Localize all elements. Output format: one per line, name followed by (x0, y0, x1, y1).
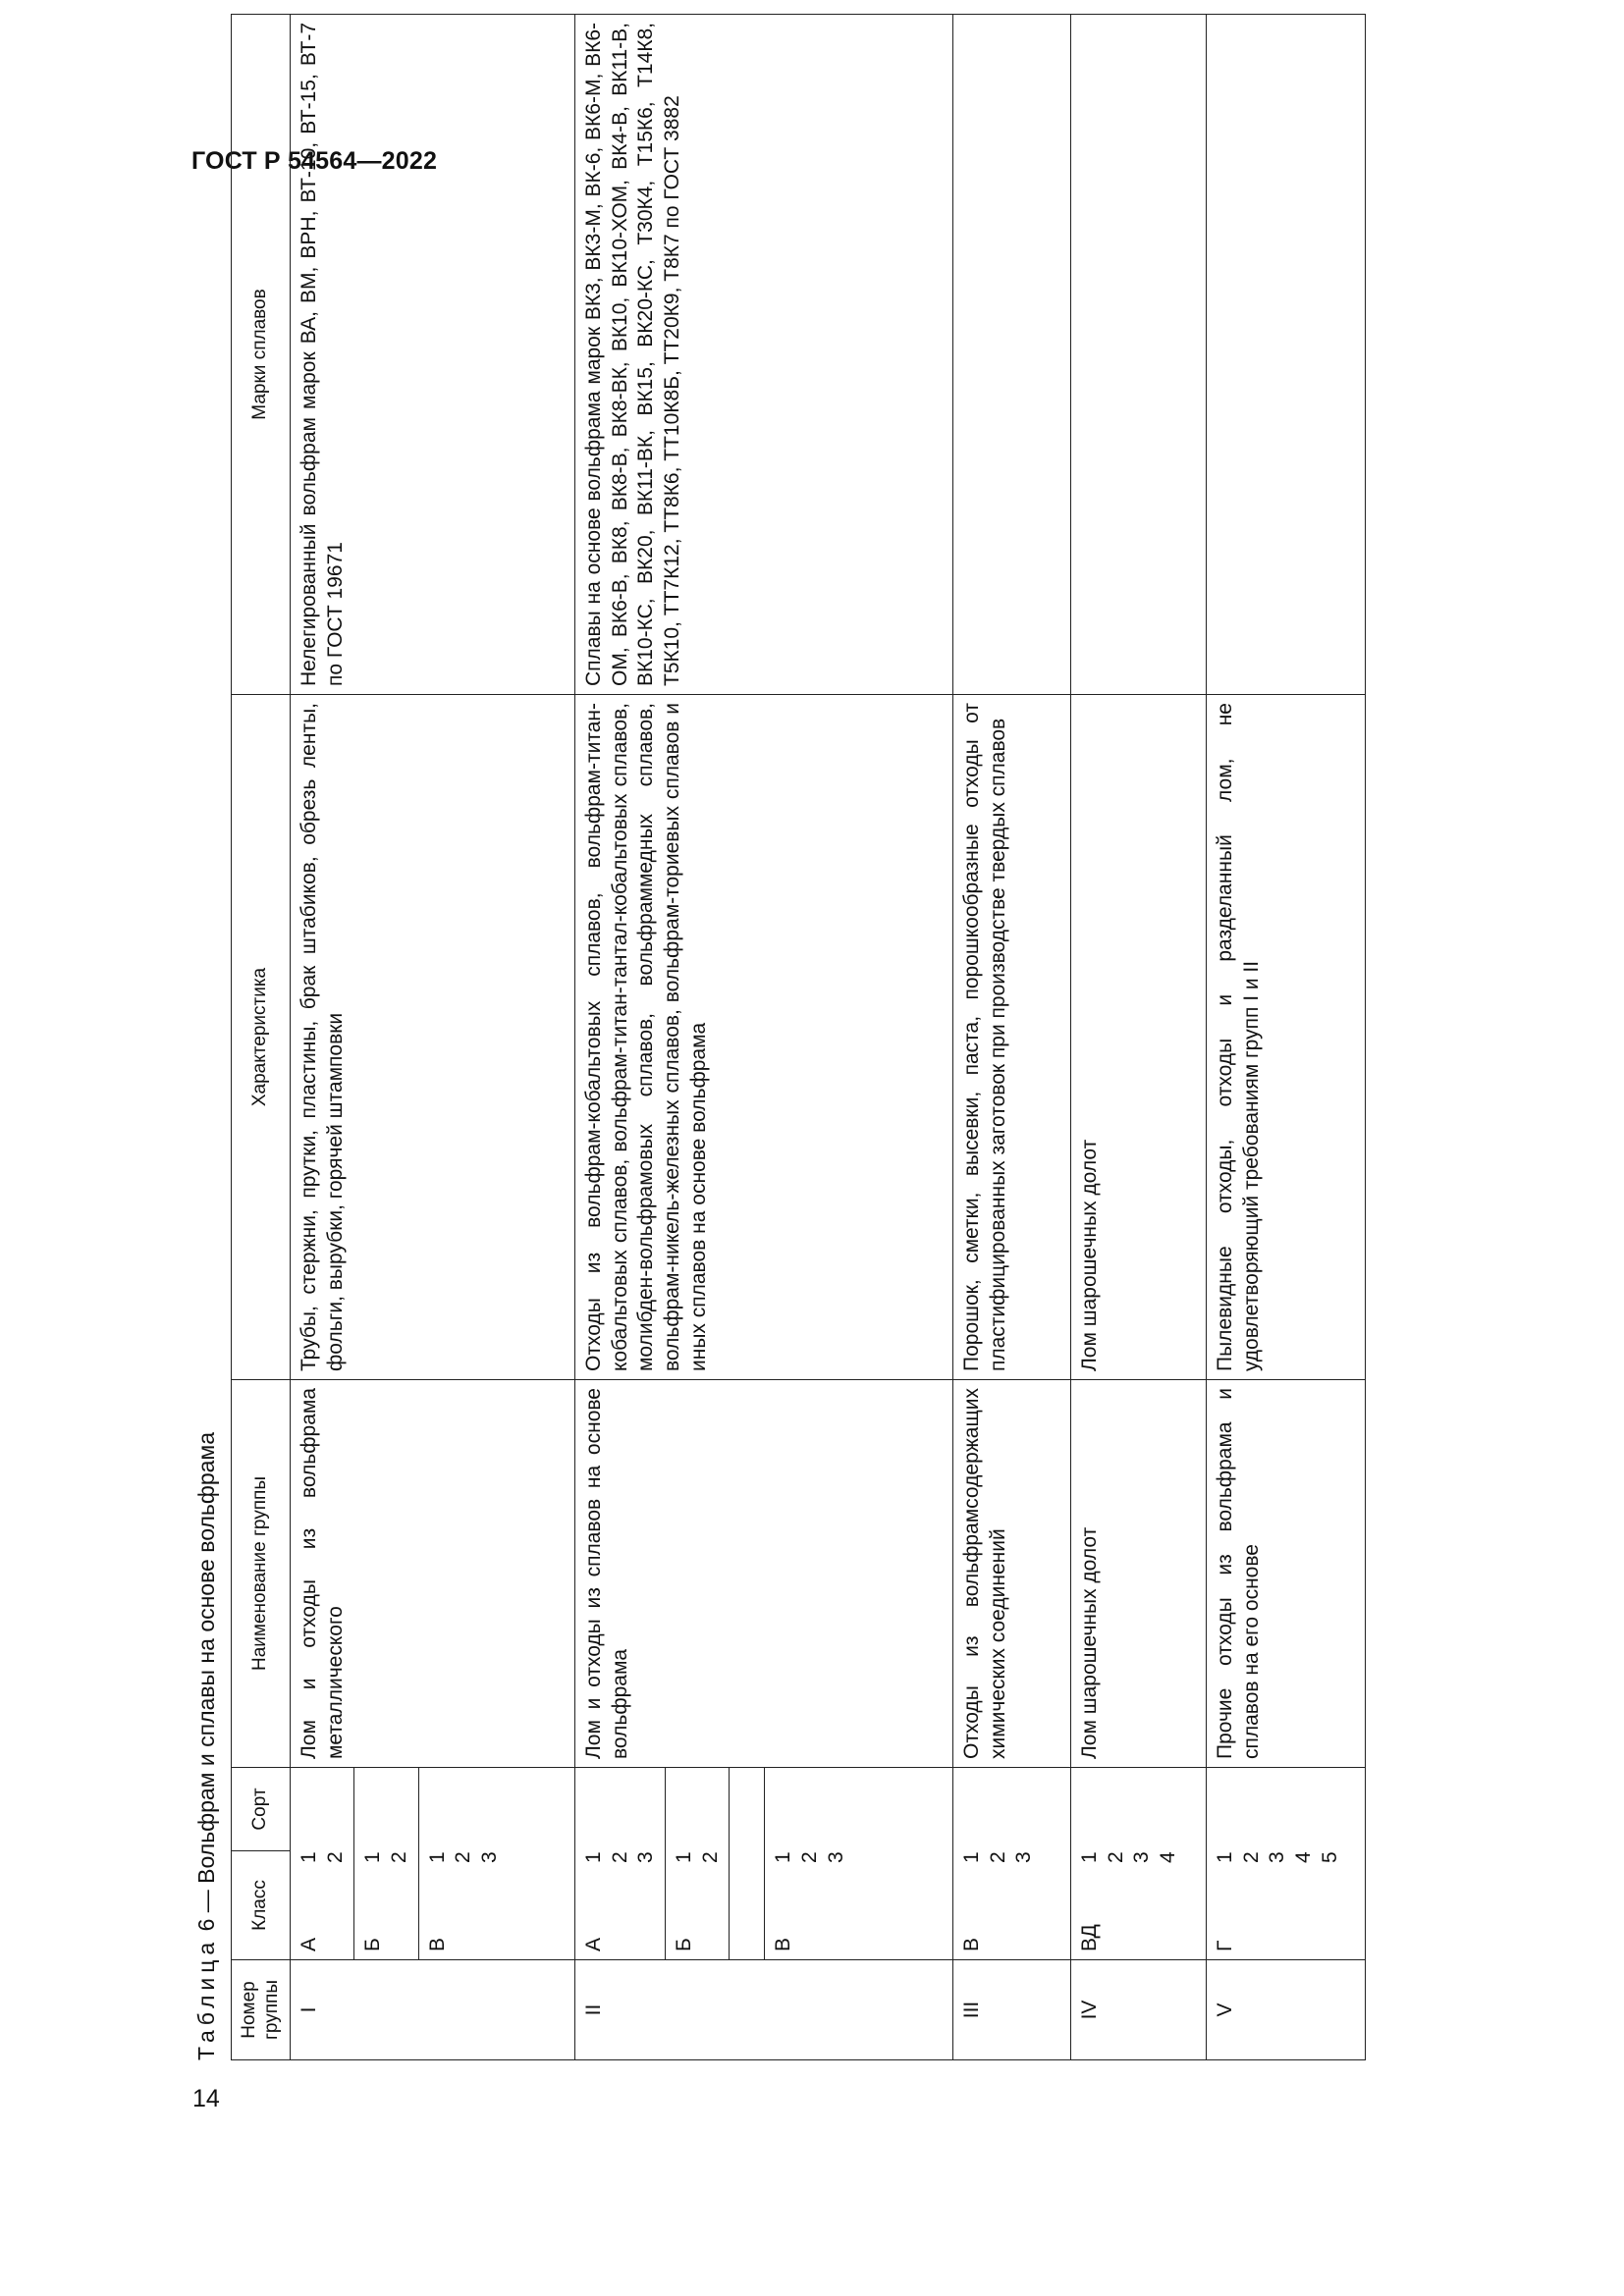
grade-value: 2 (797, 1851, 821, 1863)
header-group-name: Наименование группы (232, 1380, 291, 1768)
grade-value: 3 (1130, 1851, 1154, 1863)
subclass-row (575, 1768, 665, 1959)
header-grade: Сорт (232, 1768, 291, 1851)
header-group-number: Номер группы (232, 1960, 291, 2060)
grade-value: 5 (1318, 1851, 1341, 1863)
characteristic-cell: Трубы, стержни, прутки, пластины, брак штабиков, обрезь ленты, фольги, вырубки, горячей штамповки (291, 695, 575, 1380)
subclass-row (953, 1768, 1043, 1959)
table-row (1207, 15, 1366, 2060)
subclass-row (665, 1768, 729, 1959)
alloy-brands-cell (953, 15, 1071, 695)
grade-value: 2 (1239, 1851, 1263, 1863)
grade-value: 2 (608, 1851, 631, 1863)
grade-value: 2 (452, 1851, 475, 1863)
class-grade-cell (1071, 1768, 1207, 1960)
subclass-row (1207, 1768, 1348, 1959)
grade-value: 1 (582, 1851, 605, 1863)
characteristic-cell: Лом шарошечных долот (1071, 695, 1207, 1380)
tungsten-alloys-table (231, 14, 1366, 2060)
rotated-table-container (187, 15, 1341, 2060)
header-characteristic: Характеристика (232, 695, 291, 1380)
grade-value: 3 (477, 1851, 501, 1863)
grade-value: 2 (1104, 1851, 1127, 1863)
document-header: ГОСТ Р 54564—2022 (191, 147, 438, 175)
subclass-row (291, 1768, 353, 1959)
group-name-cell: Лом шарошечных долот (1071, 1380, 1207, 1768)
class-grade-cell (1207, 1768, 1366, 1960)
grade-value: 2 (698, 1851, 722, 1863)
subclass-row-empty (729, 1768, 764, 1959)
characteristic-cell: Порошок, сметки, высевки, паста, порошкообразные отходы от пластифицированных заготовок при производстве твердых сплавов (953, 695, 1071, 1380)
grade-value: 1 (361, 1851, 385, 1863)
alloy-brands-cell: Нелегированный вольфрам марок ВА, ВМ, ВРН, ВТ-10, ВТ-15, ВТ-7 по ГОСТ 19671 (291, 15, 575, 695)
alloy-brands-cell (1207, 15, 1366, 695)
grade-value: 2 (387, 1851, 410, 1863)
class-value: Б (361, 1938, 385, 1951)
class-value: Б (672, 1938, 695, 1951)
header-class: Класс (232, 1851, 291, 1960)
group-number-cell: V (1207, 1960, 1366, 2060)
grade-value: 1 (298, 1851, 320, 1863)
table-caption-text: 6 — Вольфрам и сплавы на основе вольфрама (193, 1431, 219, 1938)
grade-value: 1 (960, 1851, 983, 1863)
grade-value: 4 (1156, 1851, 1179, 1863)
table-row (953, 15, 1071, 2060)
group-name-cell: Лом и отходы из сплавов на основе вольфрама (575, 1380, 953, 1768)
grade-value: 4 (1291, 1851, 1315, 1863)
class-value: А (582, 1937, 605, 1951)
class-value: В (960, 1937, 983, 1951)
class-grade-cell (953, 1768, 1071, 1960)
grade-value: 1 (672, 1851, 695, 1863)
grade-value: 3 (1266, 1851, 1289, 1863)
subclass-row (764, 1768, 854, 1959)
group-number-cell: IV (1071, 1960, 1207, 2060)
grade-value: 1 (425, 1851, 449, 1863)
grade-value: 2 (323, 1851, 347, 1863)
alloy-brands-cell: Сплавы на основе вольфрама марок ВК3, ВК3-М, ВК-6, ВК6-М, ВК6-ОМ, ВК6-В, ВК8, ВК8-В, ВК8-ВК, ВК10, ВК10-ХОМ, ВК4-В, ВК11-В, ВК10-КС, ВК20, ВК11-ВК, ВК15, ВК20-КС, Т30К4, Т15К6, Т14К8, Т5К10, ТТ7К12, ТТ8К6, ТТ10К8Б, ТТ20К9, Т8К7 по ГОСТ 3882 (575, 15, 953, 695)
grade-value: 1 (772, 1851, 795, 1863)
header-alloy-brands: Марки сплавов (232, 15, 291, 695)
group-name-cell: Прочие отходы из вольфрама и сплавов на его основе (1207, 1380, 1366, 1768)
grade-value: 1 (1214, 1851, 1236, 1863)
class-grade-cell (575, 1768, 953, 1960)
grade-value: 3 (824, 1851, 847, 1863)
subclass-row (353, 1768, 417, 1959)
class-value: Г (1214, 1940, 1236, 1951)
page-number: 14 (192, 2085, 220, 2112)
class-value: В (425, 1937, 449, 1951)
table-caption (187, 1432, 226, 2060)
grade-value: 3 (1012, 1851, 1036, 1863)
alloy-brands-cell (1071, 15, 1207, 695)
class-grade-cell (291, 1768, 575, 1960)
grade-value: 1 (1078, 1851, 1101, 1863)
grade-value: 2 (986, 1851, 1009, 1863)
grade-value: 3 (634, 1851, 658, 1863)
group-name-cell: Отходы из вольфрамсодержащих химических соединений (953, 1380, 1071, 1768)
table-row (575, 15, 953, 2060)
group-number-cell: III (953, 1960, 1071, 2060)
class-value: В (772, 1937, 795, 1951)
subclass-row (418, 1768, 509, 1959)
table-header-row (232, 15, 291, 2060)
table-caption-label: Таблица (193, 1937, 219, 2060)
subclass-row (1071, 1768, 1187, 1959)
table-row (291, 15, 575, 2060)
class-value: А (298, 1937, 320, 1951)
table-row (1071, 15, 1207, 2060)
characteristic-cell: Пылевидные отходы, отходы и разделанный лом, не удовлетворяющий требованиям групп I и II (1207, 695, 1366, 1380)
group-number-cell: I (291, 1960, 575, 2060)
group-name-cell: Лом и отходы из вольфрама металлического (291, 1380, 575, 1768)
characteristic-cell: Отходы из вольфрам-кобальтовых сплавов, вольфрам-титан-кобальтовых сплавов, вольфрам-титан-тантал-кобальтовых сплавов, молибден-вольфрамовых сплавов, вольфраммедных сплавов, вольфрам-никель-железных сплавов, вольфрам-ториевых сплавов и иных сплавов на основе вольфрама (575, 695, 953, 1380)
class-value: ВД (1078, 1924, 1101, 1951)
group-number-cell: II (575, 1960, 953, 2060)
